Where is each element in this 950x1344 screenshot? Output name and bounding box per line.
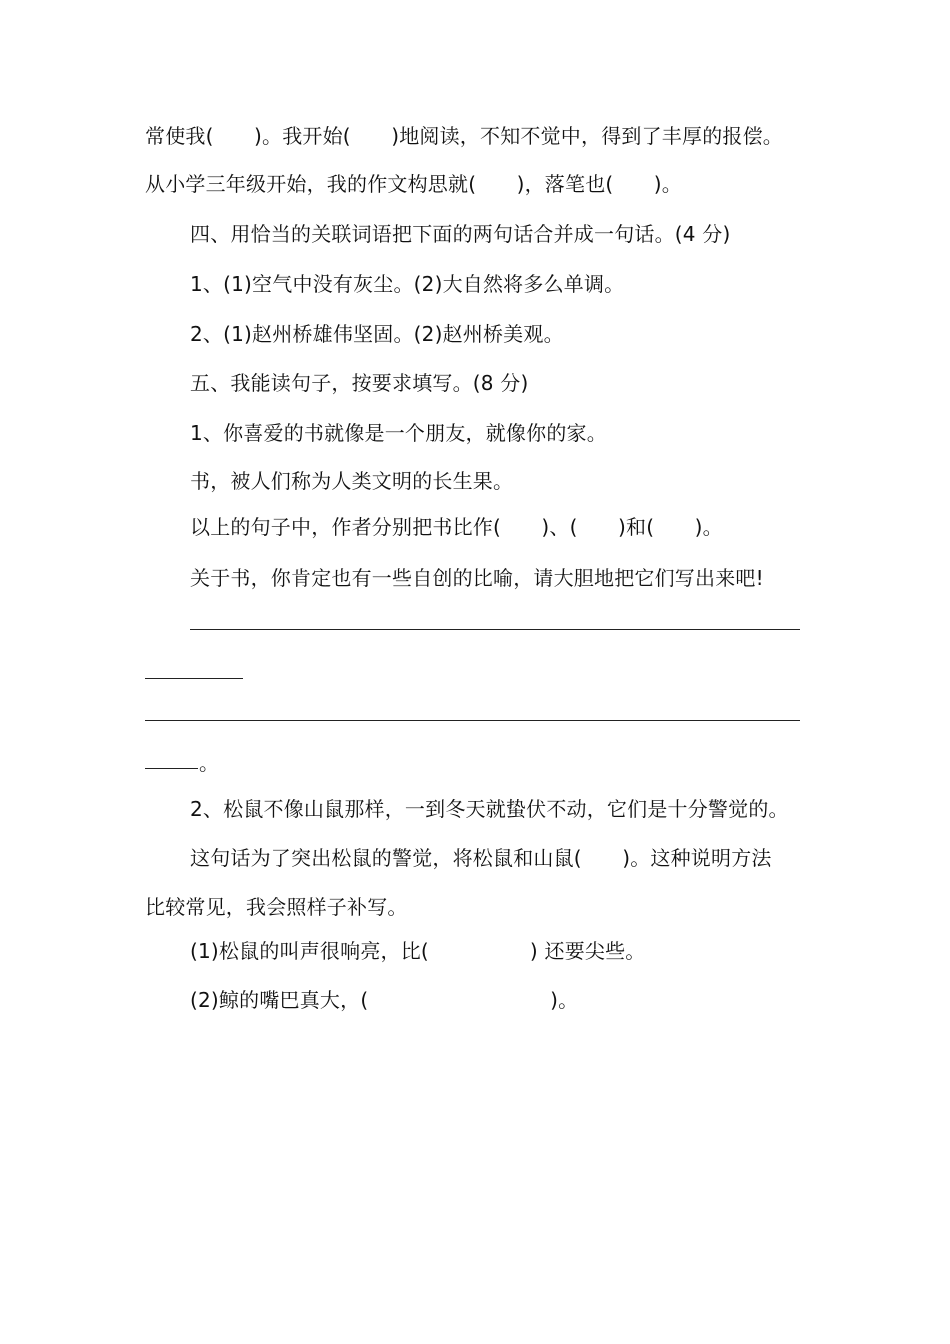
question-4-1: 1、(1)空气中没有灰尘。(2)大自然将多么单调。: [190, 272, 625, 296]
answer-end-mark: 。: [199, 751, 219, 775]
question-5-2-fill-continued: 比较常见，我会照样子补写。: [145, 895, 408, 919]
answer-line-1[interactable]: [190, 629, 800, 630]
section-heading-four: 四、用恰当的关联词语把下面的两句话合并成一句话。(4 分): [190, 222, 731, 246]
section-heading-five: 五、我能读句子，按要求填写。(8 分): [190, 371, 529, 395]
text-line-reading-habit: 常使我( )。我开始( )地阅读，不知不觉中，得到了丰厚的报偿。: [145, 124, 784, 148]
question-5-2: 2、松鼠不像山鼠那样，一到冬天就蛰伏不动，它们是十分警觉的。: [190, 797, 789, 821]
question-5-1-prompt: 关于书，你肯定也有一些自创的比喻，请大胆地把它们写出来吧!: [190, 566, 764, 590]
question-5-2-item-2: (2)鲸的嘴巴真大，( )。: [190, 988, 579, 1012]
question-4-2: 2、(1)赵州桥雄伟坚固。(2)赵州桥美观。: [190, 322, 564, 346]
answer-line-2[interactable]: [145, 720, 800, 721]
question-5-1-sentence: 书，被人们称为人类文明的长生果。: [190, 469, 514, 493]
answer-line-1-continued[interactable]: [145, 678, 243, 679]
question-5-2-item-1: (1)松鼠的叫声很响亮，比( ) 还要尖些。: [190, 939, 646, 963]
question-5-2-fill: 这句话为了突出松鼠的警觉，将松鼠和山鼠( )。这种说明方法: [190, 846, 772, 870]
answer-line-2-continued[interactable]: [145, 768, 198, 769]
question-5-1-fill: 以上的句子中，作者分别把书比作( )、( )和( )。: [190, 515, 723, 539]
question-5-1: 1、你喜爱的书就像是一个朋友，就像你的家。: [190, 421, 607, 445]
text-line-writing-progress: 从小学三年级开始，我的作文构思就( )，落笔也( )。: [145, 172, 683, 196]
